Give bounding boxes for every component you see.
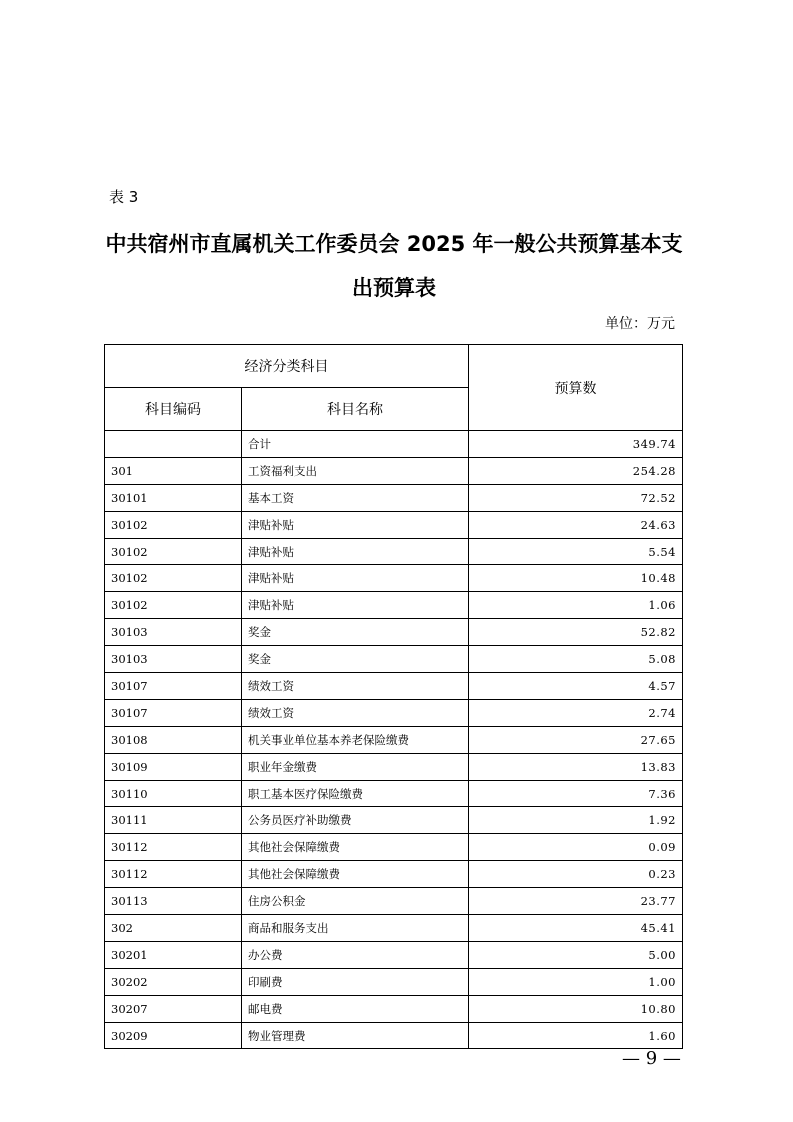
table-header — [105, 345, 683, 431]
subject-code-cell: 30102 — [105, 538, 242, 565]
subject-code-cell: 301 — [105, 457, 242, 484]
subject-code-cell: 30201 — [105, 941, 242, 968]
table-row — [105, 431, 683, 458]
subject-code-cell: 30112 — [105, 861, 242, 888]
header-budget-amount: 预算数 — [469, 345, 683, 431]
subject-code-cell: 302 — [105, 915, 242, 942]
budget-table — [104, 344, 683, 1049]
subject-code-cell: 30102 — [105, 565, 242, 592]
table-row — [105, 780, 683, 807]
budget-amount-cell: 24.63 — [469, 511, 683, 538]
subject-name-cell: 奖金 — [242, 619, 469, 646]
budget-amount-cell: 1.60 — [469, 1022, 683, 1049]
subject-name-cell: 其他社会保障缴费 — [242, 861, 469, 888]
budget-amount-cell: 13.83 — [469, 753, 683, 780]
budget-amount-cell: 1.92 — [469, 807, 683, 834]
table-body — [105, 431, 683, 1049]
budget-amount-cell: 5.00 — [469, 941, 683, 968]
table-row — [105, 457, 683, 484]
budget-amount-cell: 2.74 — [469, 699, 683, 726]
budget-amount-cell: 10.48 — [469, 565, 683, 592]
subject-code-cell: 30113 — [105, 888, 242, 915]
table-row — [105, 1022, 683, 1049]
budget-amount-cell: 0.09 — [469, 834, 683, 861]
subject-name-cell: 绩效工资 — [242, 699, 469, 726]
subject-name-cell: 印刷费 — [242, 968, 469, 995]
subject-code-cell: 30207 — [105, 995, 242, 1022]
subject-name-cell: 基本工资 — [242, 484, 469, 511]
subject-name-cell: 商品和服务支出 — [242, 915, 469, 942]
header-economic-classification: 经济分类科目 — [105, 345, 469, 388]
table-row — [105, 673, 683, 700]
budget-amount-cell: 45.41 — [469, 915, 683, 942]
budget-amount-cell: 10.80 — [469, 995, 683, 1022]
table-row — [105, 565, 683, 592]
table-row — [105, 646, 683, 673]
subject-code-cell: 30108 — [105, 726, 242, 753]
table-row — [105, 592, 683, 619]
table-row — [105, 511, 683, 538]
subject-name-cell: 绩效工资 — [242, 673, 469, 700]
table-row — [105, 995, 683, 1022]
subject-code-cell: 30209 — [105, 1022, 242, 1049]
subject-code-cell: 30103 — [105, 646, 242, 673]
subject-name-cell: 职业年金缴费 — [242, 753, 469, 780]
budget-amount-cell: 1.06 — [469, 592, 683, 619]
subject-name-cell: 工资福利支出 — [242, 457, 469, 484]
subject-name-cell: 合计 — [242, 431, 469, 458]
budget-amount-cell: 52.82 — [469, 619, 683, 646]
table-row — [105, 861, 683, 888]
header-subject-name: 科目名称 — [242, 388, 469, 431]
subject-code-cell: 30109 — [105, 753, 242, 780]
subject-name-cell: 奖金 — [242, 646, 469, 673]
table-row — [105, 699, 683, 726]
unit-label: 单位：万元 — [605, 316, 675, 332]
subject-name-cell: 津贴补贴 — [242, 538, 469, 565]
subject-name-cell: 职工基本医疗保险缴费 — [242, 780, 469, 807]
table-row — [105, 807, 683, 834]
subject-name-cell: 机关事业单位基本养老保险缴费 — [242, 726, 469, 753]
budget-amount-cell: 349.74 — [469, 431, 683, 458]
subject-code-cell: 30110 — [105, 780, 242, 807]
subject-name-cell: 物业管理费 — [242, 1022, 469, 1049]
table-row — [105, 915, 683, 942]
subject-code-cell: 30112 — [105, 834, 242, 861]
table-row — [105, 484, 683, 511]
subject-code-cell: 30107 — [105, 673, 242, 700]
budget-amount-cell: 5.54 — [469, 538, 683, 565]
table-row — [105, 753, 683, 780]
budget-amount-cell: 254.28 — [469, 457, 683, 484]
subject-code-cell: 30101 — [105, 484, 242, 511]
table-row — [105, 834, 683, 861]
budget-amount-cell: 1.00 — [469, 968, 683, 995]
table-row — [105, 968, 683, 995]
subject-code-cell: 30107 — [105, 699, 242, 726]
table-row — [105, 941, 683, 968]
budget-amount-cell: 4.57 — [469, 673, 683, 700]
budget-amount-cell: 5.08 — [469, 646, 683, 673]
subject-name-cell: 邮电费 — [242, 995, 469, 1022]
table-row — [105, 726, 683, 753]
table-row — [105, 888, 683, 915]
subject-code-cell: 30102 — [105, 511, 242, 538]
page-number: — 9 — — [622, 1048, 681, 1069]
subject-code-cell: 30202 — [105, 968, 242, 995]
budget-amount-cell: 7.36 — [469, 780, 683, 807]
header-subject-code: 科目编码 — [105, 388, 242, 431]
table-row — [105, 538, 683, 565]
subject-name-cell: 津贴补贴 — [242, 592, 469, 619]
subject-code-cell: 30102 — [105, 592, 242, 619]
budget-amount-cell: 23.77 — [469, 888, 683, 915]
subject-code-cell — [105, 431, 242, 458]
budget-amount-cell: 0.23 — [469, 861, 683, 888]
subject-name-cell: 其他社会保障缴费 — [242, 834, 469, 861]
document-title: 中共宿州市直属机关工作委员会 2025 年一般公共预算基本支出预算表 — [105, 232, 683, 300]
subject-name-cell: 津贴补贴 — [242, 565, 469, 592]
subject-name-cell: 公务员医疗补助缴费 — [242, 807, 469, 834]
subject-name-cell: 津贴补贴 — [242, 511, 469, 538]
subject-name-cell: 办公费 — [242, 941, 469, 968]
budget-amount-cell: 72.52 — [469, 484, 683, 511]
budget-amount-cell: 27.65 — [469, 726, 683, 753]
table-label: 表 3 — [109, 188, 139, 206]
subject-name-cell: 住房公积金 — [242, 888, 469, 915]
table-row — [105, 619, 683, 646]
subject-code-cell: 30103 — [105, 619, 242, 646]
subject-code-cell: 30111 — [105, 807, 242, 834]
